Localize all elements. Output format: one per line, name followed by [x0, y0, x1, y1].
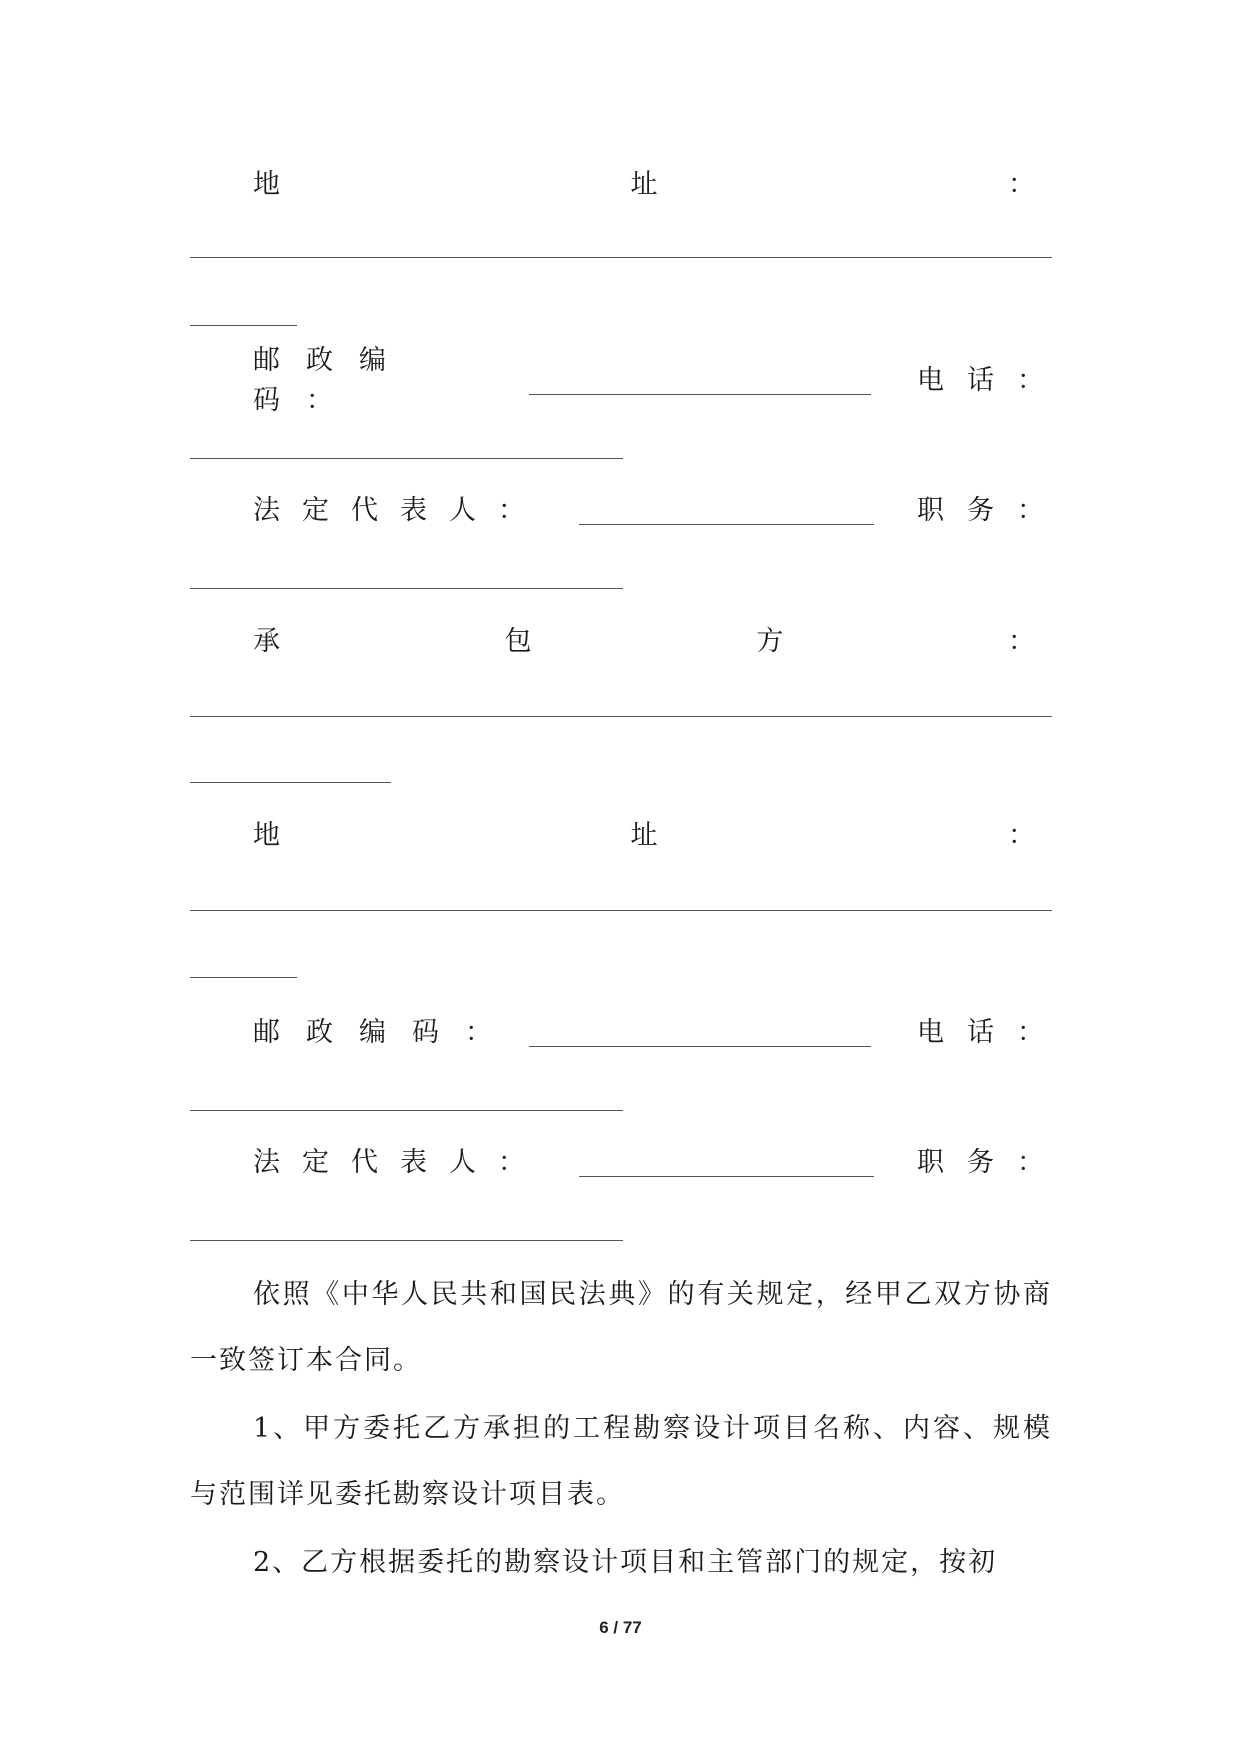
- party-a-address-line-1[interactable]: [190, 257, 1052, 258]
- phone-label: 电话：: [917, 1017, 1067, 1048]
- label-char: ：: [1008, 820, 1035, 851]
- postal-code-text: 邮政编码：: [253, 345, 412, 416]
- label-char: ：: [1008, 169, 1035, 200]
- label-char: 址: [630, 169, 658, 200]
- label-char: 地: [253, 820, 280, 851]
- party-a-position-line[interactable]: [190, 588, 623, 589]
- party-b-address-line-2[interactable]: [190, 977, 297, 978]
- legal-rep-label: 法定代表人：: [253, 495, 547, 526]
- party-a-position-field: [917, 491, 1067, 531]
- party-b-position-line[interactable]: [190, 1240, 623, 1241]
- party-a-legal-rep-blank[interactable]: [579, 498, 874, 525]
- party-a-address-line-2[interactable]: [190, 325, 297, 326]
- label-char: 包: [504, 626, 532, 657]
- page-number: 6 / 77: [599, 1618, 642, 1637]
- legal-rep-label: 法定代表人：: [253, 1147, 547, 1178]
- postal-code-label: [253, 341, 489, 421]
- party-b-phone-field: [917, 1013, 1067, 1053]
- phone-label: 电话：: [917, 365, 1067, 396]
- position-label: 职务：: [917, 495, 1067, 526]
- party-b-legal-rep-field: [253, 1143, 547, 1183]
- party-a-legal-rep-field: [253, 491, 547, 531]
- contractor-line-2[interactable]: [190, 782, 391, 783]
- party-a-postal-code-blank[interactable]: [529, 368, 871, 395]
- party-b-postal-code-blank[interactable]: [529, 1020, 871, 1047]
- party-a-phone-line[interactable]: [190, 458, 623, 459]
- body-paragraph-1: 依照《中华人民共和国民法典》的有关规定，经甲乙双方协商一致签订本合同。: [190, 1279, 1052, 1376]
- contractor-label: [253, 622, 1035, 662]
- body-paragraph-2: 1、甲方委托乙方承担的工程勘察设计项目名称、内容、规模与范围详见委托勘察设计项目表。: [190, 1413, 1052, 1510]
- label-char: 地: [253, 169, 280, 200]
- party-a-address-label: [253, 165, 1035, 205]
- contractor-line-1[interactable]: [190, 716, 1052, 717]
- label-char: 址: [630, 820, 658, 851]
- party-b-phone-line[interactable]: [190, 1110, 623, 1111]
- position-label: 职务：: [917, 1147, 1067, 1178]
- party-b-address-line-1[interactable]: [190, 910, 1052, 911]
- party-a-postal-code-field: [253, 345, 489, 416]
- party-a-phone-field: [917, 361, 1067, 401]
- label-char: ：: [1007, 626, 1035, 657]
- label-char: 承: [253, 626, 280, 657]
- label-char: 方: [756, 626, 784, 657]
- party-b-legal-rep-blank[interactable]: [579, 1150, 874, 1177]
- party-b-address-label: [253, 816, 1035, 856]
- body-paragraph-3: 2、乙方根据委托的勘察设计项目和主管部门的规定，按初: [253, 1547, 998, 1578]
- party-b-position-field: [917, 1143, 1067, 1183]
- party-b-postal-code-field: [253, 1013, 518, 1053]
- postal-code-label: 邮政编码：: [253, 1017, 518, 1048]
